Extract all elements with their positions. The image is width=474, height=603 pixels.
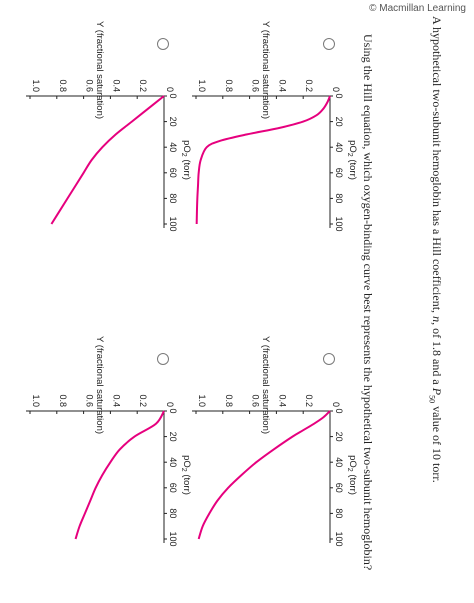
y-tick-label: 0.6 — [84, 394, 95, 407]
x-axis-label: $pO_2$ (torr) — [180, 140, 192, 180]
y-axis-label: Y (fractional saturation) — [260, 335, 271, 435]
x-tick-label: 0 — [168, 93, 178, 99]
p50-sub: 50 — [427, 395, 437, 404]
question-line-2: Using the Hill equation, which oxygen-binding curve best represents the hypothetical two-subunit hemoglobin? — [361, 34, 375, 571]
y-tick-label: 1.0 — [197, 394, 207, 407]
y-tick-label: 0 — [165, 401, 175, 407]
y-tick-label: 0.2 — [304, 394, 315, 407]
question-mid: , of 1.8 and a — [430, 322, 444, 388]
y-tick-label: 0.4 — [111, 394, 122, 407]
x-tick-label: 80 — [168, 508, 178, 519]
x-tick-label: 80 — [334, 508, 344, 519]
x-tick-label: 60 — [168, 167, 178, 178]
radio-option-4[interactable] — [157, 353, 169, 365]
x-axis-label: $pO_2$ (torr) — [180, 455, 192, 495]
y-tick-label: 0.2 — [304, 79, 315, 92]
x-axis-label: $pO_2$ (torr) — [346, 455, 358, 495]
x-tick-label: 40 — [334, 457, 344, 468]
y-tick-label: 0.2 — [138, 394, 149, 407]
y-tick-label: 0 — [165, 86, 175, 92]
y-axis-label: Y (fractional saturation) — [260, 20, 271, 120]
x-tick-label: 0 — [334, 93, 344, 99]
x-tick-label: 100 — [334, 531, 344, 547]
y-tick-label: 0.8 — [223, 79, 234, 92]
x-tick-label: 20 — [168, 431, 178, 442]
radio-option-1[interactable] — [323, 38, 335, 50]
y-tick-label: 0.8 — [57, 79, 68, 92]
x-tick-label: 60 — [168, 482, 178, 493]
x-tick-label: 60 — [334, 482, 344, 493]
x-tick-label: 100 — [168, 216, 178, 232]
y-tick-label: 0.4 — [277, 394, 288, 407]
y-tick-label: 0.6 — [250, 79, 261, 92]
question-prefix: A hypothetical two-subunit hemoglobin has a Hill coefficient, — [430, 16, 444, 317]
y-tick-label: 0.2 — [138, 79, 149, 92]
x-tick-label: 60 — [334, 167, 344, 178]
chart-option-2 — [14, 20, 192, 250]
y-tick-label: 0.8 — [223, 394, 234, 407]
x-tick-label: 20 — [168, 116, 178, 127]
p50-p: P — [430, 387, 444, 396]
x-tick-label: 100 — [168, 531, 178, 547]
y-tick-label: 0.6 — [84, 79, 95, 92]
question-suffix: value of 10 torr. — [430, 403, 444, 483]
y-tick-label: 1.0 — [31, 394, 41, 407]
x-axis-label: $pO_2$ (torr) — [346, 140, 358, 180]
x-tick-label: 0 — [334, 408, 344, 414]
x-tick-label: 100 — [334, 216, 344, 232]
y-axis-label: Y (fractional saturation) — [94, 20, 105, 120]
chart-option-3 — [180, 335, 358, 565]
x-tick-label: 40 — [168, 457, 178, 468]
saturation-curve-4 — [76, 411, 164, 539]
hill-n: n — [430, 316, 444, 323]
y-tick-label: 0.4 — [277, 79, 288, 92]
x-tick-label: 20 — [334, 431, 344, 442]
radio-option-2[interactable] — [157, 38, 169, 50]
y-axis-label: Y (fractional saturation) — [94, 335, 105, 435]
question-line-1 — [428, 16, 444, 483]
y-tick-label: 0.4 — [111, 79, 122, 92]
x-tick-label: 0 — [168, 408, 178, 414]
y-tick-label: 0.6 — [250, 394, 261, 407]
chart-option-4 — [14, 335, 192, 565]
x-tick-label: 80 — [168, 193, 178, 204]
copyright-text: © Macmillan Learning — [369, 3, 466, 14]
x-tick-label: 40 — [168, 142, 178, 153]
y-tick-label: 0 — [331, 86, 341, 92]
y-tick-label: 1.0 — [31, 79, 41, 92]
saturation-curve-2 — [51, 96, 164, 224]
x-tick-label: 80 — [334, 193, 344, 204]
y-tick-label: 1.0 — [197, 79, 207, 92]
y-tick-label: 0.8 — [57, 394, 68, 407]
x-tick-label: 40 — [334, 142, 344, 153]
radio-option-3[interactable] — [323, 353, 335, 365]
y-tick-label: 0 — [331, 401, 341, 407]
chart-option-1 — [180, 20, 358, 250]
x-tick-label: 20 — [334, 116, 344, 127]
